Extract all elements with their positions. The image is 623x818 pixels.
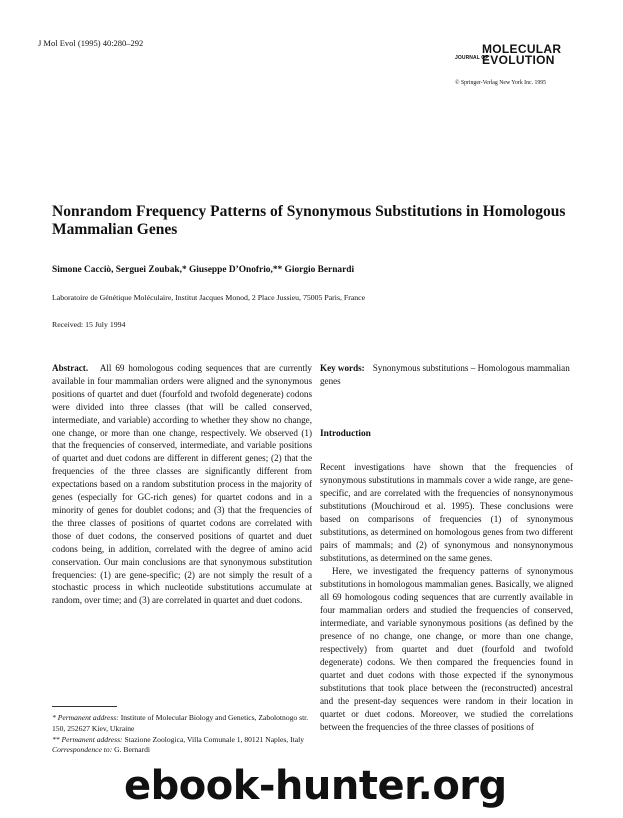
received-date: Received: 15 July 1994 — [52, 320, 126, 329]
footnote-3-text: G. Bernardi — [114, 745, 151, 755]
copyright-notice: © Springer-Verlag New York Inc. 1995 — [455, 80, 547, 86]
intro-paragraph: Here, we investigated the frequency patterns of synonymous substitutions in homologous mammalian genes. Basically, we aligned all 69 homologous coding sequences that are currently available in four mammalian orders and studied the frequencies of conserved, intermediate, and variable synonymous positions (as defined by the presence of no change, one change, or more than one change, respectively) from quartet and duet (fourfold and twofold degenerate) codons. We then compared the frequencies found in quartet and duet codons with those expected if the synonymous substitutions that took place between the (reconstructed) ancestral and the present-day sequences were random in their location in quartet or duet codons. Moreover, we studied the correlations between the frequencies of the three classes of positions of — [320, 566, 573, 732]
watermark-text: ebook-hunter.org — [124, 763, 507, 809]
intro-paragraph: Recent investigations have shown that the frequencies of synonymous substitutions in mammals cover a wide range, are gene-specific, and are correlated with the frequencies of nonsynonymous substitutions (Mouchiroud et al. 1995). These conclusions were based on comparisons of frequencies (1) of synonymous substitutions, as determined on homologous genes from two different pairs of mammals; and (2) of synonymous and nonsynonymous substitutions, as determined on the same genes. — [320, 462, 573, 563]
journal-logo — [455, 44, 560, 68]
keywords-block — [320, 362, 573, 388]
footnote-3 — [52, 745, 310, 756]
introduction-heading: Introduction — [320, 429, 371, 439]
logo-small-text: JOURNAL OF — [455, 55, 489, 61]
footnote-1-text: Institute of Molecular Biology and Genetics, Zabolotnogo str. 150, 252627 Kiev, Ukraine — [52, 713, 309, 733]
footnote-1-label: * Permanent address: — [52, 713, 119, 722]
keywords-label: Key words: — [320, 363, 365, 373]
footnote-2 — [52, 735, 310, 746]
footnote-2-text: Stazione Zoologica, Villa Comunale 1, 80121 Naples, Italy — [124, 734, 305, 744]
logo-line-2: EVOLUTION — [482, 53, 555, 67]
keywords-text: Synonymous substitutions – Homologous mammalian genes — [320, 363, 570, 386]
footnote-1 — [52, 713, 310, 735]
footnote-3-label: Correspondence to: — [52, 745, 113, 755]
abstract-text: All 69 homologous coding sequences that are currently available in four mammalian orders were aligned and the synonymous positions of quartet and duet (fourfold and twofold degenerate) codons were divided into three classes (that will be called conserved, intermediate, and variable) according to whether they show no change, one change, or more than one change, respectively. We observed (1) that the frequencies of conserved, intermediate, and variable positions of quartet and duet codons are different in different genes; (2) that the frequencies of the three classes are significantly different from expectations based on a random substitution process in the majority of genes (especially for GC-rich genes) for quartet codons and in a minority of genes for doublet codons; and (3) that the frequencies of the three classes of positions of quartet codons are correlated with those of duet codons, the conserved positions of quartet and duet codons being, in addition, correlated with the degree of amino acid conservation. Our main conclusions are that synonymous substitution frequencies: (1) are gene-specific; (2) are not simply the result of a stochastic process in which nucleotide substitutions accumulate at random, over time; and (3) are correlated in quartet and duet codons. — [52, 363, 312, 606]
article-title: Nonrandom Frequency Patterns of Synonymous Substitutions in Homologous Mammalian Genes — [52, 203, 566, 238]
footnote-divider — [52, 706, 117, 707]
footnote-2-label: ** Permanent address: — [52, 734, 123, 744]
abstract-label: Abstract. — [52, 363, 89, 373]
journal-citation: J Mol Evol (1995) 40:280–292 — [38, 38, 144, 48]
introduction-body — [320, 461, 573, 734]
author-list: Simone Cacciò, Serguei Zoubak,* Giuseppe D’Onofrio,** Giorgio Bernardi — [52, 265, 355, 275]
logo-line-1: MOLECULAR — [482, 42, 562, 56]
logo-big-text — [482, 44, 561, 66]
footnotes — [52, 713, 310, 756]
affiliation: Laboratoire de Génétique Moléculaire, Institut Jacques Monod, 2 Place Jussieu, 75005 Paris, France — [52, 293, 366, 302]
abstract-block — [52, 362, 312, 607]
